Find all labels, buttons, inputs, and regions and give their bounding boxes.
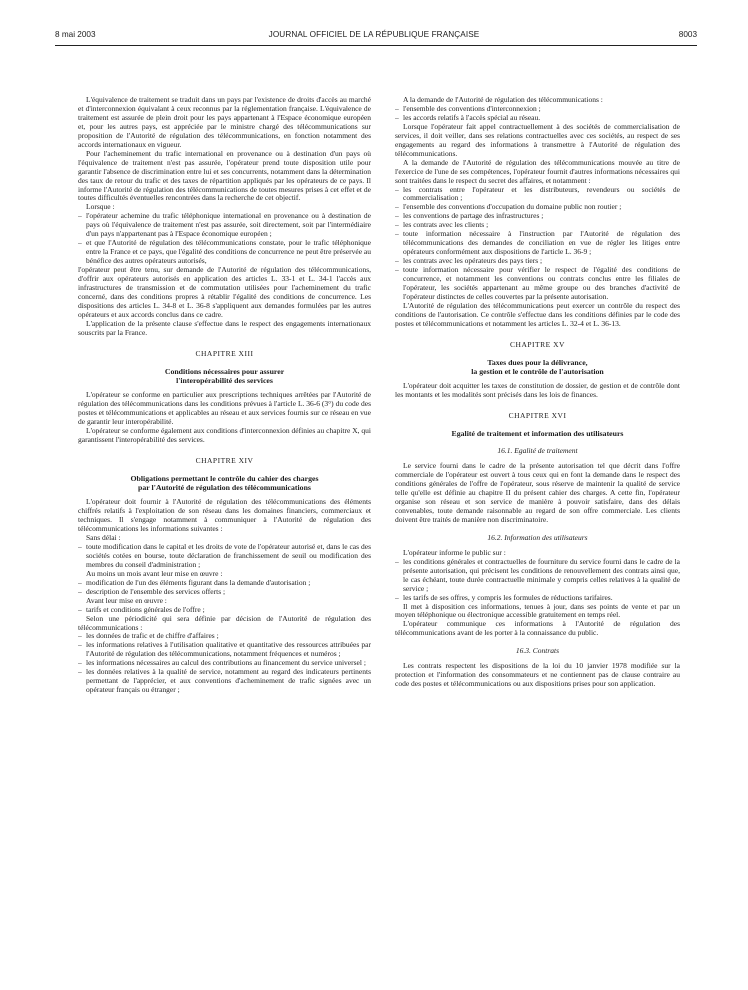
- chapter-title-line: Obligations permettant le contrôle du cahier des charges: [130, 473, 319, 483]
- paragraph: L'opérateur communique ces informations à l'Autorité de régulation des télécommunications avant de les porter à la connaissance du public.: [395, 619, 680, 638]
- left-column: [78, 96, 371, 976]
- chapter-label-14: CHAPITRE XIV: [195, 455, 254, 465]
- journal-title: JOURNAL OFFICIEL DE LA RÉPUBLIQUE FRANÇAISE: [268, 30, 480, 39]
- list-item: – les contrats entre l'opérateur et les distributeurs, revendeurs ou sociétés de commercialisation ;: [395, 186, 680, 204]
- paragraph: L'opérateur se conforme également aux conditions d'interconnexion définies au chapitre X, qui garantissent l'interopérabilité des services.: [78, 425, 371, 444]
- section-heading-16-3: 16.3. Contrats: [515, 646, 560, 656]
- paragraph: L'opérateur doit acquitter les taxes de constitution de dossier, de gestion et de contrôle dont les montants et les modalités sont précisés dans les lois de finances.: [395, 381, 680, 400]
- list-item: – modification de l'un des éléments figurant dans la demande d'autorisation ;: [78, 579, 371, 588]
- list-item: – toute information nécessaire pour vérifier le respect de l'égalité des conditions de concurrence, et notamment les conventions ou contrats conclus entre les filiales de l'opérateur, les sociétés appartenant au même groupe ou des branches d'activité de l'opérateur distinctes de celles couvertes par la présente autorisation.: [395, 266, 680, 302]
- paragraph: Les contrats respectent les dispositions de la loi du 10 janvier 1978 modifiée sur la protection et l'information des consommateurs et ne contiennent pas de clause contraire au code des postes et télécommunications ou aux dispositions prises pour son application.: [395, 661, 680, 689]
- list-item: – l'ensemble des conventions d'interconnexion ;: [395, 105, 680, 114]
- list-item: – les informations nécessaires au calcul des contributions au financement du service universel ;: [78, 659, 371, 668]
- chapter-title-line: par l'Autorité de régulation des télécommunications: [138, 482, 311, 492]
- list-item: – toute information nécessaire à l'instruction par l'Autorité de régulation des télécommunications des demandes de conciliation en vue de régler les litiges entre opérateurs conformément aux dispositions de l'article L. 36-9 ;: [395, 230, 680, 257]
- section-heading-16-1: 16.1. Egalité de traitement: [497, 446, 578, 456]
- paragraph: l'opérateur peut être tenu, sur demande de l'Autorité de régulation des télécommunications, d'offrir aux opérateurs autorisés en application des articles L. 33-1 et L. 34-1 l'accès aux infrastructures de transmission et de commutation utilisées pour l'acheminement du trafic concerné, dans des conditions propres à rétablir l'égalité des conditions de concurrence. Les dispositions des articles L. 34-8 et L. 36-8 s'appliquent aux demandes formulées par les autres opérateurs et aux accords conclus dans ce cadre.: [78, 265, 371, 319]
- paragraph: L'application de la présente clause s'effectue dans le respect des engagements internationaux souscrits par la France.: [78, 318, 371, 337]
- list-item: – les données relatives à la qualité de service, notamment au regard des indicateurs pertinents permettant de l'apprécier, et aux conventions d'acheminement de trafic signées avec un opérateur français ou étranger ;: [78, 668, 371, 695]
- list-item: – les tarifs de ses offres, y compris les formules de réductions tarifaires.: [395, 594, 680, 603]
- chapter-label-16: CHAPITRE XVI: [508, 411, 567, 421]
- list-item: – les données de trafic et de chiffre d'affaires ;: [78, 632, 371, 641]
- list-item: – les conventions de partage des infrastructures ;: [395, 212, 680, 221]
- list-item: – les informations relatives à l'utilisation qualitative et quantitative des ressources attribuées par l'Autorité de régulation des télécommunications, notamment fréquences et numéros ;: [78, 641, 371, 659]
- paragraph: Sans délai :: [86, 532, 121, 542]
- chapter-title-13: [78, 367, 371, 385]
- chapter-title-line: l'interopérabilité des services: [176, 375, 273, 385]
- page-number: 8003: [678, 30, 697, 39]
- chapter-title-15: [395, 358, 680, 376]
- chapter-title-16: Egalité de traitement et information des utilisateurs: [451, 429, 624, 438]
- paragraph: Lorsque :: [86, 202, 115, 212]
- paragraph: L'opérateur se conforme en particulier aux prescriptions techniques arrêtées par l'Autorité de régulation des télécommunications dans les conditions prévues à l'article L. 36-6 (3°) du code des postes et télécommunications et applicables au réseau et aux services fournis sur ce réseau en vue de garantir leur interopérabilité.: [78, 390, 371, 426]
- page-header: [0, 30, 748, 44]
- list-item: – l'opérateur achemine du trafic téléphonique international en provenance ou à destination de pays où l'équivalence de traitement n'est pas assurée, soit directement, soit par l'intermédiaire d'un pays n'appartenant pas à l'Espace économique européen ;: [78, 212, 371, 239]
- header-date: 8 mai 2003: [55, 30, 96, 39]
- list-item: – les contrats avec les opérateurs des pays tiers ;: [395, 257, 680, 266]
- list-item: – les accords relatifs à l'accès spécial au réseau.: [395, 114, 680, 123]
- paragraph: Lorsque l'opérateur fait appel contractuellement à des sociétés de commercialisation de services, il doit veiller, dans ses relations contractuelles avec ces sociétés, au respect de ses engagements au regard des informations à transmettre à l'Autorité de régulation des télécommunications.: [395, 121, 680, 158]
- chapter-label-13: CHAPITRE XIII: [195, 348, 254, 358]
- list-item: – toute modification dans le capital et les droits de vote de l'opérateur autorisé et, dans le cas des sociétés cotées en bourse, toute déclaration de franchissement de seuil ou modification des membres du conseil d'administration ;: [78, 543, 371, 570]
- header-rule: [55, 45, 697, 46]
- paragraph: Avant leur mise en œuvre :: [86, 595, 167, 605]
- paragraph: Au moins un mois avant leur mise en œuvre :: [86, 568, 223, 578]
- chapter-title-14: [78, 474, 371, 492]
- right-column: [395, 96, 680, 976]
- paragraph: L'opérateur informe le public sur :: [403, 547, 506, 557]
- section-heading-16-2: 16.2. Information des utilisateurs: [487, 532, 588, 542]
- list-item: – l'ensemble des conventions d'occupation du domaine public non routier ;: [395, 203, 680, 212]
- paragraph: Le service fourni dans le cadre de la présente autorisation tel que décrit dans l'offre commerciale de l'opérateur est ouvert à tous ceux qui en font la demande dans le respect des conditions générales de l'offre de l'opérateur, sous réserve de maintenir la qualité de service telle qu'elle est définie au chapitre II du présent cahier des charges. A cette fin, l'opérateur organise son réseau et son service de manière à pouvoir satisfaire, dans des délais convenables, toute demande raisonnable au regard de son offre commerciale. Les clients doivent être traités de manière non discriminatoire.: [395, 461, 680, 524]
- paragraph: A la demande de l'Autorité de régulation des télécommunications :: [403, 96, 603, 104]
- chapter-label-15: CHAPITRE XV: [510, 339, 565, 349]
- paragraph: L'équivalence de traitement se traduit dans un pays par l'existence de droits d'accès au marché et d'interconnexion équivalant à ceux reconnus par la réglementation française. L'équivalence de traitement est assurée de plein droit pour les pays appartenant à l'Espace économique européen et, pour les autres pays, est appréciée par le ministre chargé des télécommunications sur proposition de l'Autorité de régulation des télécommunications, en fonction notamment des accords internationaux en vigueur.: [78, 96, 371, 149]
- chapter-title-line: la gestion et le contrôle de l'autorisation: [471, 366, 604, 376]
- chapter-title-line: Conditions nécessaires pour assurer: [164, 366, 285, 376]
- paragraph: A la demande de l'Autorité de régulation des télécommunications mouvée au titre de l'exercice de l'une de ses compétences, l'opérateur fournit d'autres informations nécessaires qui sont traitées dans le respect du secret des affaires, et notamment :: [395, 157, 680, 185]
- list-item: – les conditions générales et contractuelles de fourniture du service fourni dans le cadre de la présente autorisation, qui précisent les conditions de renouvellement des contrats ainsi que, le cas échéant, toute durée contractuelle minimale y compris celles relatives à la qualité de service ;: [395, 558, 680, 594]
- list-item: – les contrats avec les clients ;: [395, 221, 680, 230]
- paragraph: Il met à disposition ces informations, tenues à jour, dans ses points de vente et par un moyen téléphonique ou électronique accessible gratuitement en temps réel.: [395, 601, 680, 620]
- list-item: – tarifs et conditions générales de l'offre ;: [78, 606, 371, 615]
- paragraph: L'Autorité de régulation des télécommunications peut exercer un contrôle du respect des conditions de l'autorisation. Ce contrôle s'effectue dans les conditions définies par le code des postes et télécommunications et notamment les articles L. 32-4 et L. 36-13.: [395, 300, 680, 328]
- list-item: – et que l'Autorité de régulation des télécommunications constate, pour le trafic téléphonique entre la France et ce pays, que l'égalité des conditions de concurrence ne peut être préservée au bénéfice des autres opérateurs autorisés,: [78, 239, 371, 266]
- paragraph: L'opérateur doit fournir à l'Autorité de régulation des télécommunications des éléments chiffrés relatifs à l'exploitation de son réseau dans les domaines financiers, commerciaux et techniques. Il s'engage notamment à communiquer à l'Autorité de régulation des télécommunications les informations suivantes :: [78, 497, 371, 534]
- paragraph: Pour l'acheminement du trafic international en provenance ou à destination d'un pays où l'équivalence de traitement n'est pas assurée, l'opérateur prend toute disposition utile pour garantir l'absence de discrimination entre lui et ses concurrents, notamment dans la détermination des taux de retour du trafic et des taxes de répartition appliqués par les opérateurs de ce pays. Il informe l'Autorité de régulation des télécommunications de toutes mesures prises à cet effet et de toutes difficultés éventuelles rencontrées dans la recherche de cet objectif.: [78, 148, 371, 203]
- paragraph: Selon une périodicité qui sera définie par décision de l'Autorité de régulation des télécommunications :: [78, 613, 371, 632]
- list-item: – description de l'ensemble des services offerts ;: [78, 588, 371, 597]
- chapter-title-line: Taxes dues pour la délivrance,: [487, 357, 588, 367]
